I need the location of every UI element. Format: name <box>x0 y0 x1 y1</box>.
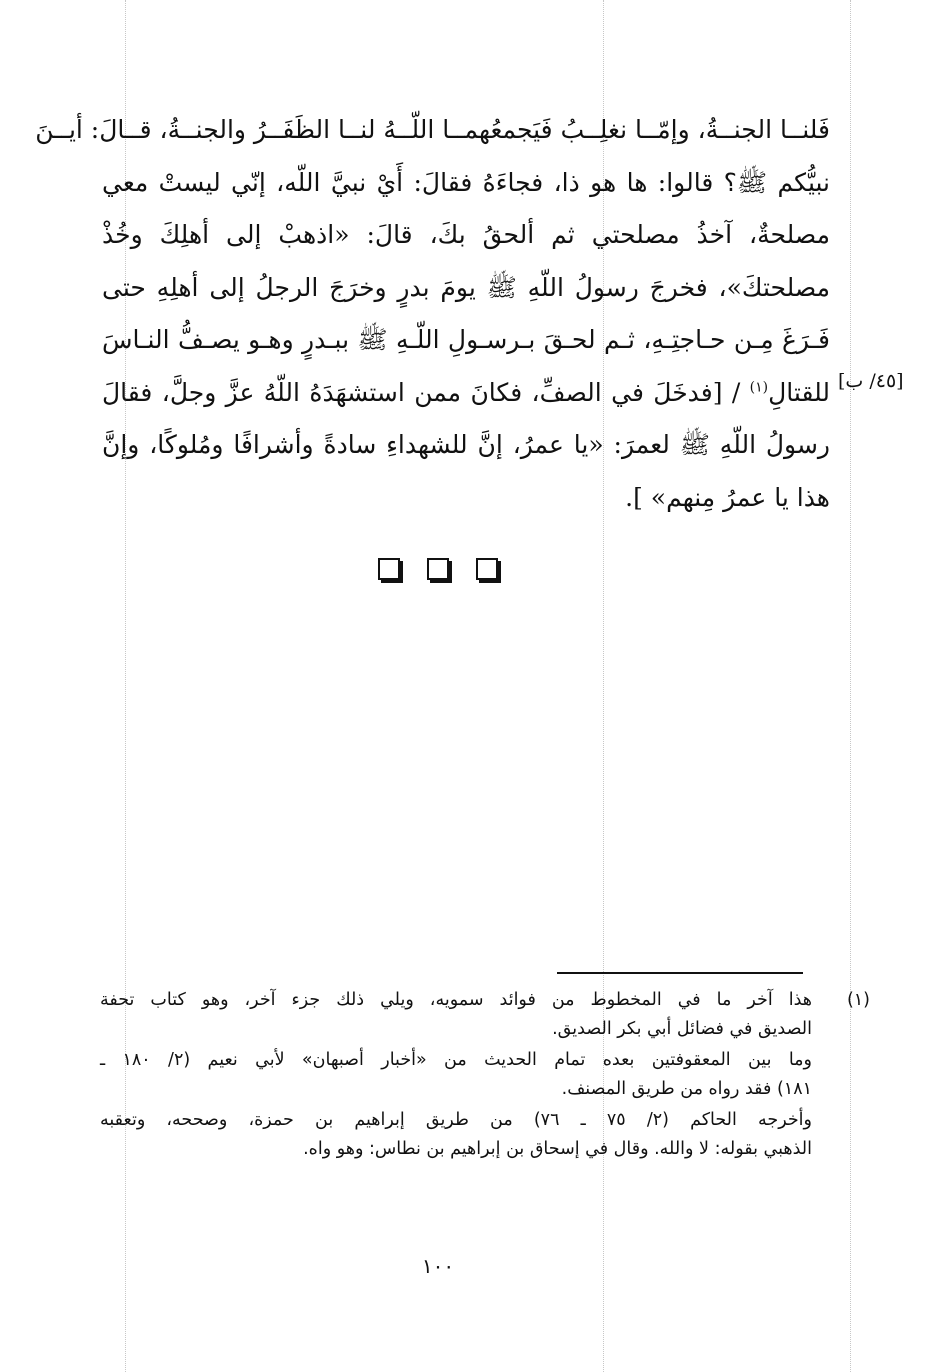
separator-box-icon <box>378 558 400 580</box>
separator-box-icon <box>427 558 449 580</box>
body-line-4: مصلحتكَ»، فخرجَ رسولُ اللّهِ ﷺ يومَ بدرٍ وخرَجَ الرجلُ إلى أهلِهِ حتى <box>102 272 830 302</box>
footnote-marker[interactable]: (١) <box>749 379 769 396</box>
body-line-7: رسولُ اللّهِ ﷺ لعمرَ: «يا عمرُ، إنَّ للشهداءِ سادةً وأشرافًا ومُلوكًا، وإنَّ <box>102 430 830 459</box>
body-line-8: هذا يا عمرُ مِنهم» ]. <box>625 482 830 512</box>
footnote-divider <box>557 972 803 974</box>
footnote-paragraph-3 <box>100 1106 812 1164</box>
body-line-6-start: للقتالِ <box>768 377 830 407</box>
page-number: ١٠٠ <box>421 1254 455 1278</box>
footnote-number: (١) <box>846 990 870 1010</box>
manuscript-folio-reference: [٤٥/ ب] <box>838 370 904 392</box>
body-line-6-rest: / [فدخَلَ في الصفِّ، فكانَ ممن استشهَدَهُ اللّهُ عزَّ وجلَّ، فقالَ <box>102 377 750 407</box>
scan-guide-line-right <box>850 0 851 1372</box>
footnotes-section <box>100 986 870 1166</box>
body-line-1: فَلنــا الجنــةُ، وإمّــا نغلِــبُ فَيَجمعُهمــا اللّــهُ لنــا الظَفَــرُ والجنــةُ، قــالَ: أيــنَ <box>35 115 830 144</box>
footnote-line: ١٨١) فقد رواه من طريق المصنف. <box>561 1079 812 1099</box>
footnote-line: الصديق في فضائل أبي بكر الصديق. <box>552 1019 812 1039</box>
body-line-6 <box>102 367 830 420</box>
body-line-3: مصلحةٌ، آخذُ مصلحتي ثم ألحقُ بكَ، قالَ: «اذهبْ إلى أهلِكَ وخُذْ <box>102 220 830 249</box>
main-text-body <box>35 104 830 524</box>
footnote-paragraph-2 <box>100 1046 812 1104</box>
section-separator <box>378 556 498 582</box>
footnote-paragraph-1 <box>100 986 812 1044</box>
body-line-5: فَـرَغَ مِـن حـاجتِـهِ، ثـم لحـقَ بـرسـولِ اللّـهِ ﷺ ببـدرٍ وهـو يصـفُّ النـاسَ <box>102 325 830 354</box>
body-line-2: نبيُّكم ﷺ؟ قالوا: ها هو ذا، فجاءَهُ فقالَ: أَيْ نبيَّ اللّه، إنّي ليستْ معي <box>102 167 830 197</box>
separator-box-icon <box>476 558 498 580</box>
footnote-line: وما بين المعقوفتين بعده تمام الحديث من «أخبار أصبهان» لأبي نعيم (٢/ ١٨٠ ـ <box>100 1050 812 1070</box>
footnote-line: وأخرجه الحاكم (٢/ ٧٥ ـ ٧٦) من طريق إبراهيم بن حمزة، وصححه، وتعقبه <box>100 1110 812 1130</box>
footnote-line: هذا آخر ما في المخطوط من فوائد سمويه، ويلي ذلك جزء آخر، وهو كتاب تحفة <box>100 990 812 1010</box>
footnote-line: الذهبي بقوله: لا والله. وقال في إسحاق بن إبراهيم بن نطاس: وهو واه. <box>303 1139 812 1159</box>
